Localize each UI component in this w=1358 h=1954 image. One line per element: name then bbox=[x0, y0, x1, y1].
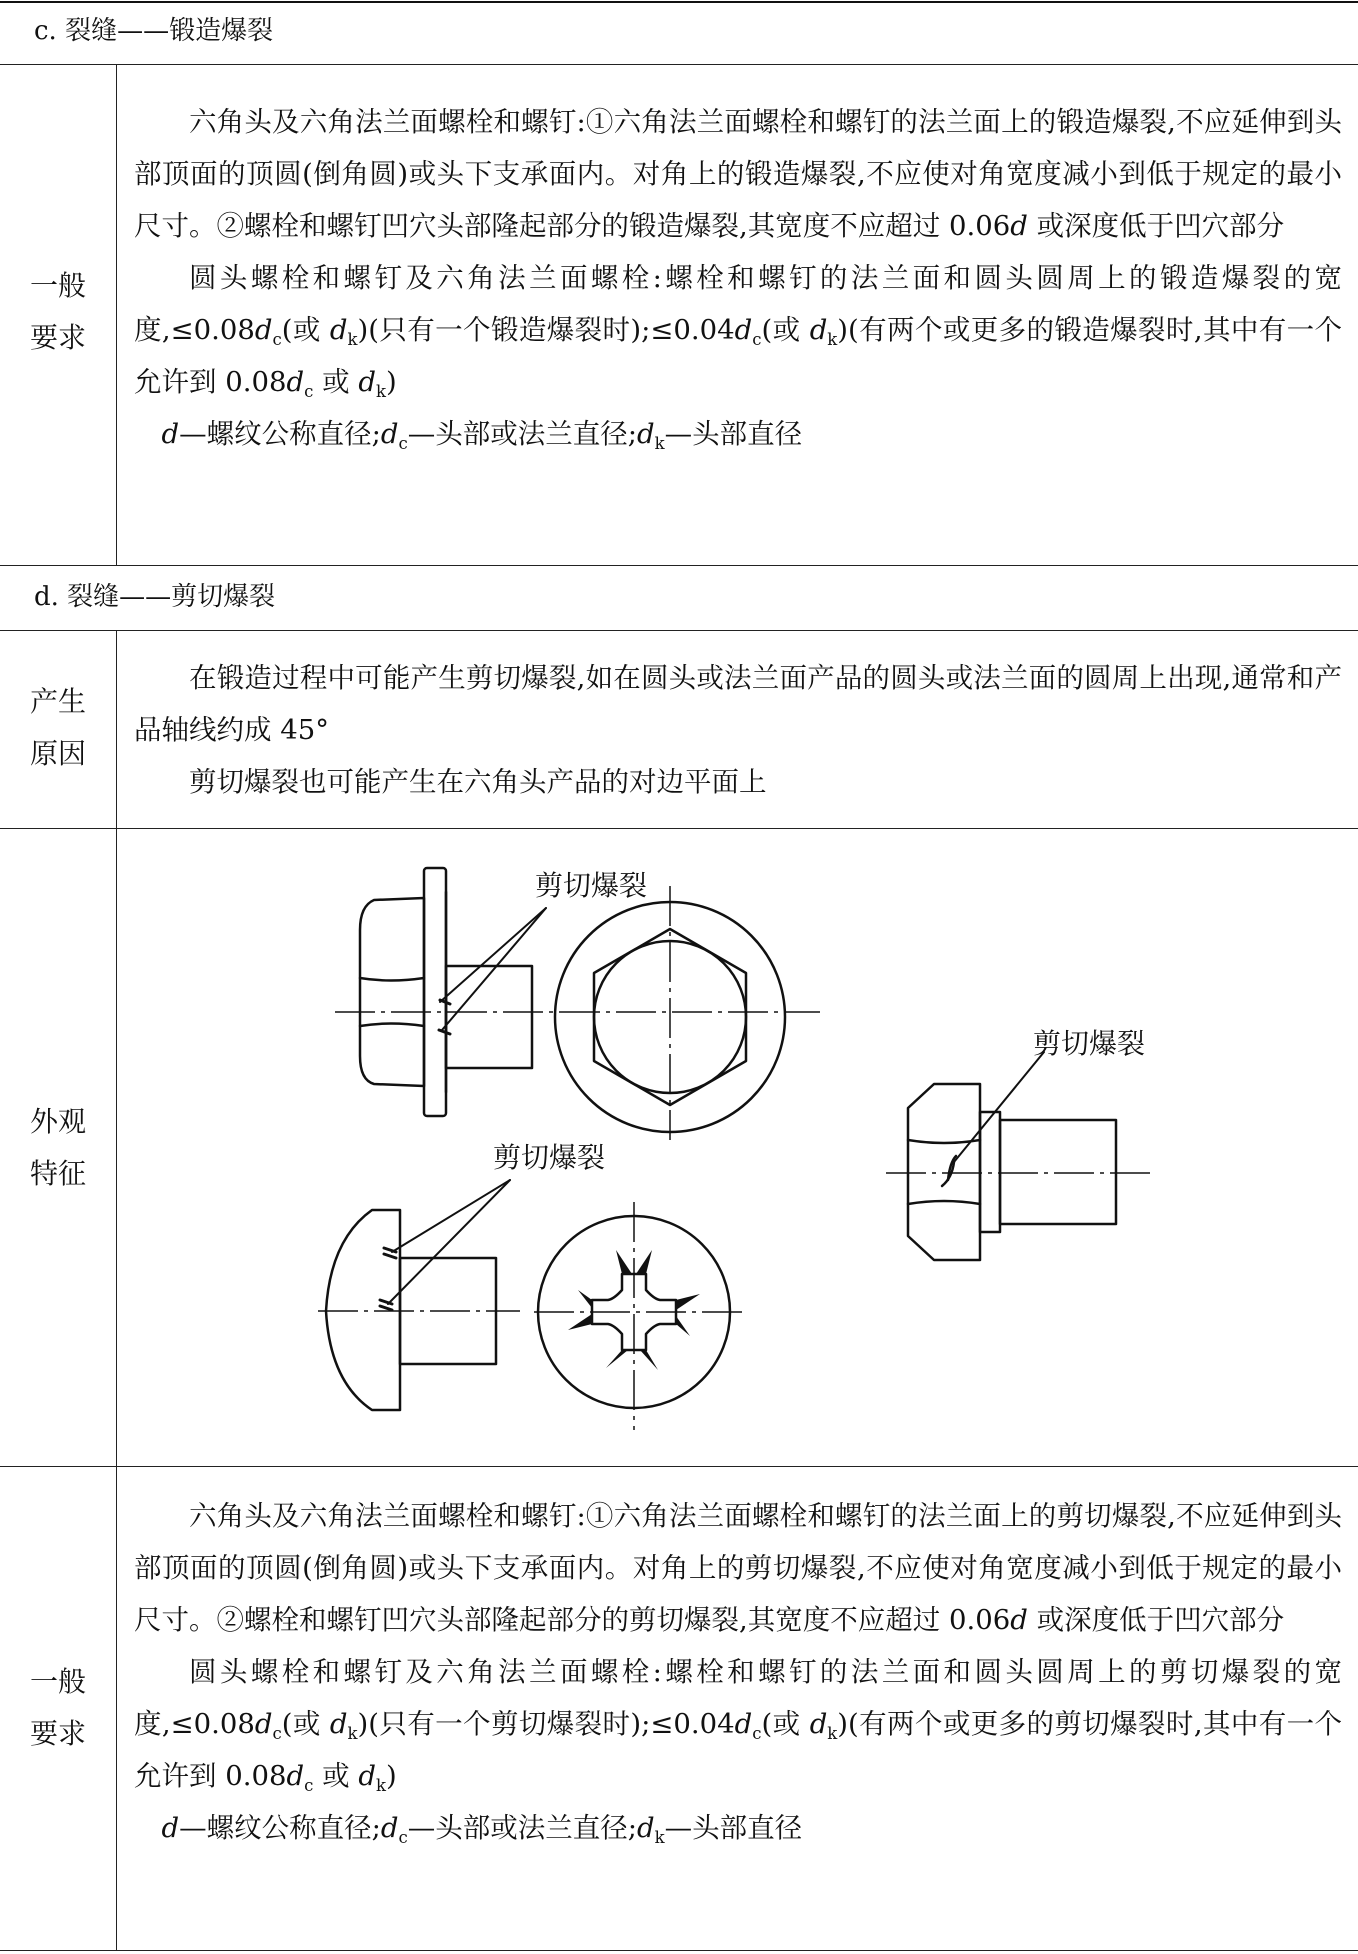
section-d-para1: 六角头及六角法兰面螺栓和螺钉:①六角法兰面螺栓和螺钉的法兰面上的剪切爆裂,不应延伸到头部顶面的顶圆(倒角圆)或头下支承面内。对角上的剪切爆裂,不应使对角宽度减小到低于规定的最小尺寸。②螺栓和螺钉凹穴头部隆起部分的剪切爆裂,其宽度不应超过 0.06d 或深度低于凹穴部分 bbox=[134, 1500, 1342, 1636]
hex-flange-bolt-side-drawing bbox=[360, 868, 532, 1116]
section-d-symbols: d—螺纹公称直径$;d_c—$头部或法兰直径$;d_k—$头部直径 bbox=[161, 1812, 803, 1847]
section-d-general-label: 一般 要求 bbox=[29, 1665, 86, 1750]
label-shear-burst-top: 剪切爆裂 bbox=[535, 869, 648, 902]
section-d-appearance-label: 外观 特征 bbox=[29, 1105, 86, 1190]
section-c-para2: 圆头螺栓和螺钉及六角法兰面螺栓:螺栓和螺钉的法兰面和圆头圆周上的锻造爆裂的宽度$,\le 0.08d_c$(或 $d_k$)(只有一个锻造爆裂时)$;\le 0.04d_c$(或 $d_k$)(有两个或更多的锻造爆裂时,其中有一个允许到 $0.08d_c$ 或 $d_k$) bbox=[134, 262, 1343, 401]
section-c-general-label: 一般 要求 bbox=[29, 269, 86, 354]
hex-head-bolt-side-drawing bbox=[908, 1084, 1116, 1260]
section-d-cause-label: 产生 原因 bbox=[29, 685, 86, 770]
label-shear-burst-right: 剪切爆裂 bbox=[1033, 1027, 1146, 1060]
section-d-cause-p2: 剪切爆裂也可能产生在六角头产品的对边平面上 bbox=[189, 766, 767, 798]
section-d-para2: 圆头螺栓和螺钉及六角法兰面螺栓:螺栓和螺钉的法兰面和圆头圆周上的剪切爆裂的宽度$,\le 0.08d_c$(或 $d_k$)(只有一个剪切爆裂时)$;\le 0.04d_c$(或 $d_k$)(有两个或更多的剪切爆裂时,其中有一个允许到 $0.08d_c$ 或 $d_k$) bbox=[134, 1656, 1343, 1795]
section-c-symbols: d—螺纹公称直径$;d_c—$头部或法兰直径$;d_k—$头部直径 bbox=[161, 418, 803, 453]
section-c-title: c. 裂缝——锻造爆裂 bbox=[34, 16, 274, 46]
section-d-general-text bbox=[134, 1490, 1342, 1854]
section-c-para1: 六角头及六角法兰面螺栓和螺钉:①六角法兰面螺栓和螺钉的法兰面上的锻造爆裂,不应延伸到头部顶面的顶圆(倒角圆)或头下支承面内。对角上的锻造爆裂,不应使对角宽度减小到低于规定的最小尺寸。②螺栓和螺钉凹穴头部隆起部分的锻造爆裂,其宽度不应超过 0.06d 或深度低于凹穴部分 bbox=[134, 106, 1342, 242]
label-shear-burst-bottom: 剪切爆裂 bbox=[493, 1141, 606, 1174]
leader-lines bbox=[388, 908, 1044, 1304]
section-d-title: d. 裂缝——剪切爆裂 bbox=[34, 582, 276, 612]
section-d-cause-p1: 在锻造过程中可能产生剪切爆裂,如在圆头或法兰面产品的圆头或法兰面的圆周上出现,通常和产品轴线约成 45° bbox=[134, 662, 1342, 746]
